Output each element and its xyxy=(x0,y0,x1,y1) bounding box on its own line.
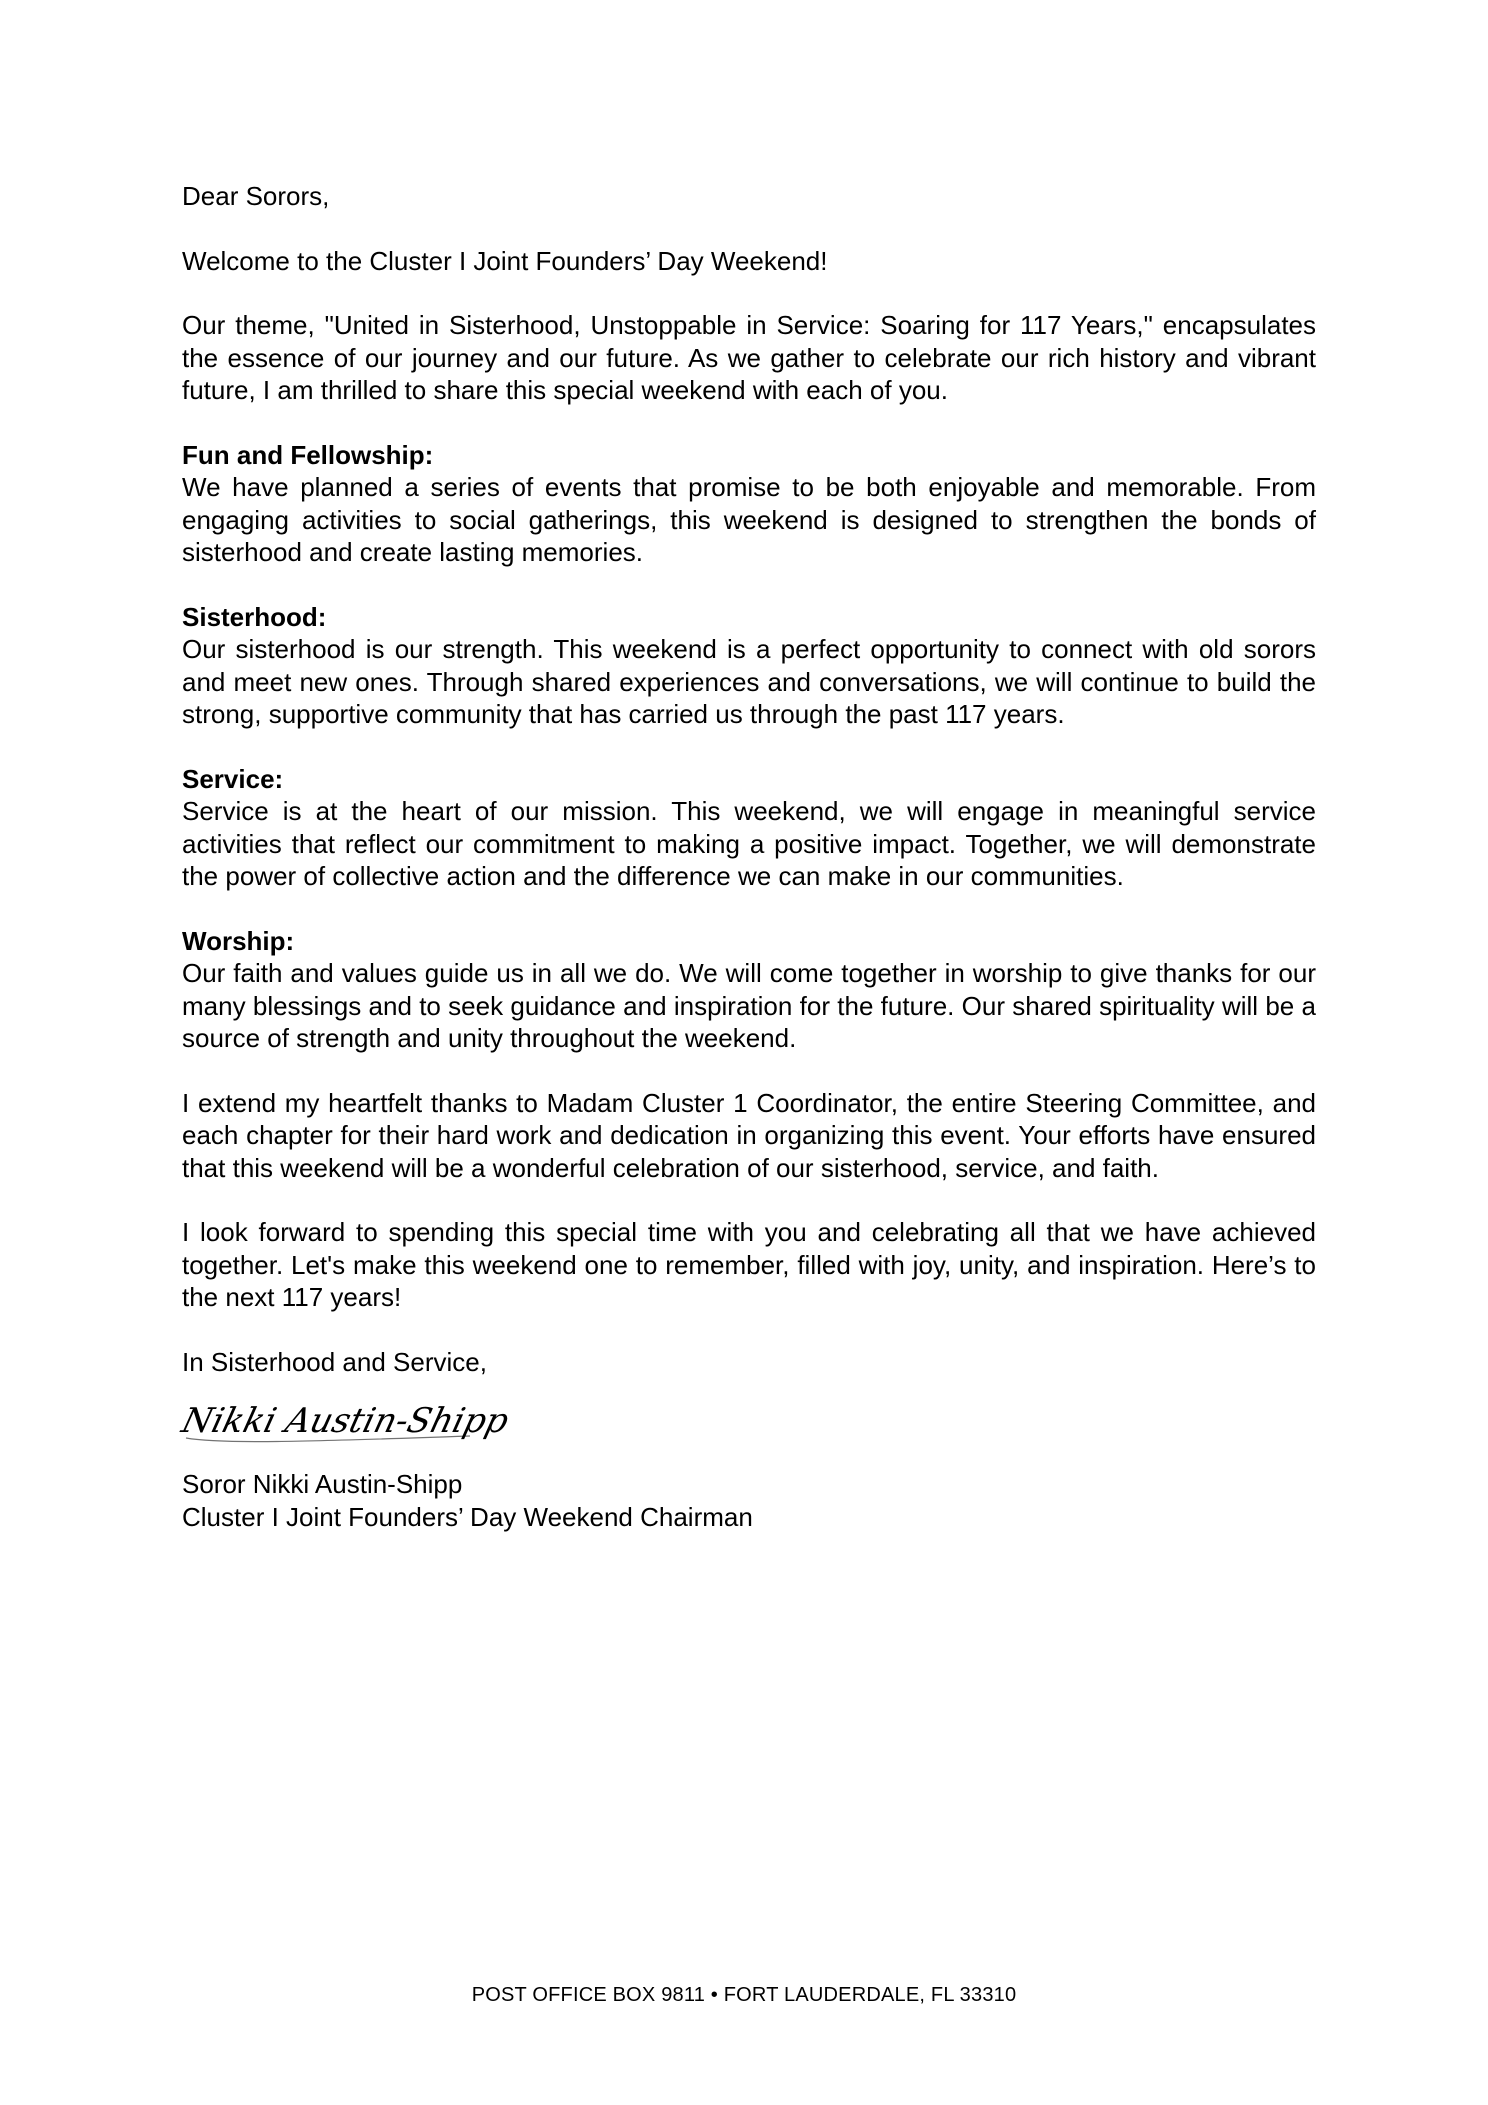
signer-block xyxy=(182,1468,1316,1533)
signature-script: Nikki Austin-Shipp xyxy=(177,1401,513,1441)
thanks-paragraph: I extend my heartfelt thanks to Madam Cluster 1 Coordinator, the entire Steering Committee, and each chapter for their hard work and dedication in organizing this event. Your efforts have ensured that this weekend will be a wonderful celebration of our sisterhood, service, and faith. xyxy=(182,1087,1316,1183)
letter-body xyxy=(177,180,1316,1533)
section-body: We have planned a series of events that promise to be both enjoyable and memorable. From engaging activities to social gatherings, this weekend is designed to strengthen the bonds of sisterhood and create lasting memories. xyxy=(182,472,1316,567)
section-heading: Service: xyxy=(182,763,284,794)
handwritten-signature xyxy=(177,1392,1316,1450)
signer-name: Soror Nikki Austin-Shipp xyxy=(182,1469,463,1499)
section-body: Service is at the heart of our mission. This weekend, we will engage in meaningful service activities that reflect our commitment to making a positive impact. Together, we will demonstrate the power of collective action and the difference we can make in our communities. xyxy=(182,796,1316,891)
sign-off: In Sisterhood and Service, xyxy=(182,1346,487,1377)
welcome-line: Welcome to the Cluster I Joint Founders’ Day Weekend! xyxy=(182,245,828,276)
signature-image xyxy=(177,1392,513,1450)
closing-paragraph: I look forward to spending this special time with you and celebrating all that we have achieved together. Let's make this weekend one to remember, filled with joy, unity, and inspiration. Here’s to the next 117 years! xyxy=(182,1217,1316,1312)
section-heading: Fun and Fellowship: xyxy=(182,439,434,470)
section-heading: Sisterhood: xyxy=(182,601,327,632)
section-body: Our faith and values guide us in all we do. We will come together in worship to give thanks for our many blessings and to seek guidance and inspiration for the future. Our shared spirituality will be a source of strength and unity throughout the weekend. xyxy=(182,958,1316,1053)
section-fun-fellowship xyxy=(182,439,1316,569)
section-sisterhood xyxy=(182,601,1316,731)
footer-address: POST OFFICE BOX 9811 • FORT LAUDERDALE, FL 33310 xyxy=(471,1984,1017,2006)
signer-title: Cluster I Joint Founders’ Day Weekend Chairman xyxy=(182,1501,753,1532)
section-worship xyxy=(182,925,1316,1055)
section-heading: Worship: xyxy=(182,925,295,956)
salutation: Dear Sorors, xyxy=(182,181,330,211)
section-body: Our sisterhood is our strength. This weekend is a perfect opportunity to connect with old sorors and meet new ones. Through shared experiences and conversations, we will continue to build the strong, supportive community that has carried us through the past 117 years. xyxy=(182,634,1316,729)
intro-paragraph: Our theme, "United in Sisterhood, Unstoppable in Service: Soaring for 117 Years," encapsulates the essence of our journey and our future. As we gather to celebrate our rich history and vibrant future, I am thrilled to share this special weekend with each of you. xyxy=(182,310,1316,405)
section-service xyxy=(182,763,1316,893)
